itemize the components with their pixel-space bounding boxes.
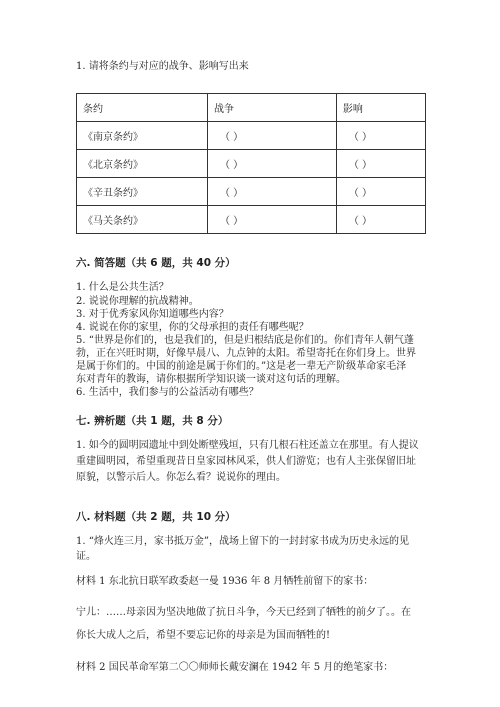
treaty-table — [76, 93, 426, 234]
treaty-name: 《南京条约》 — [77, 122, 208, 150]
war-blank[interactable]: （ ） — [207, 206, 336, 234]
treaty-name: 《马关条约》 — [77, 206, 208, 234]
question-text: 1. 什么是公共生活？ — [76, 282, 169, 293]
question-text: 3. 对于优秀家风你知道哪些内容？ — [76, 309, 229, 320]
question-text: 原貌，以警示后人。你怎么看？说说你的理由。 — [76, 472, 286, 483]
question-text: 2. 说说你理解的抗战精神。 — [76, 296, 199, 307]
effect-blank[interactable]: （ ） — [336, 122, 425, 150]
question-text: 是属于你们的。中国的前途是属于你们的。”这是老一辈无产阶级革命家毛泽 — [76, 361, 407, 372]
question-text: 1. 如今的圆明园遗址中到处断壁残垣，只有几根石柱还盖立在那里。有人提议 — [76, 440, 419, 451]
war-blank[interactable]: （ ） — [207, 178, 336, 206]
section-8-heading: 八. 材料题（共 2 题，共 10 分） — [76, 511, 236, 523]
treaty-name: 《北京条约》 — [77, 150, 208, 178]
letter-text: 你长大成人之后，希望不要忘记你的母亲是为国而牺牲的! — [76, 630, 331, 641]
letter-text: 宁儿：……母亲因为坚决地做了抗日斗争，今天已经到了牺牲的前夕了。。在 — [76, 607, 411, 618]
material-1-intro: 材料 1 东北抗日联军政委赵一曼 1936 年 8 月牺牲前留下的家书： — [76, 576, 374, 587]
war-blank[interactable]: （ ） — [207, 150, 336, 178]
effect-blank[interactable]: （ ） — [336, 150, 425, 178]
question-text: 6. 生活中，我们参与的公益活动有哪些？ — [76, 387, 259, 398]
material-2-intro: 材料 2 国民革命军第二〇〇师师长戴安澜在 1942 年 5 月的绝笔家书： — [76, 662, 394, 673]
question-text: 东对青年的教诲，请你根据所学知识谈一谈对这句话的理解。 — [76, 374, 346, 385]
header-war: 战争 — [207, 94, 336, 122]
question-text: 重建圆明园，希望重现昔日皇家园林风采，供人们游览；也有人主张保留旧址 — [76, 456, 416, 467]
question-text: 证。 — [76, 551, 96, 562]
question-1-title: 1. 请将条约与对应的战争、影响写出来 — [76, 61, 249, 72]
section-7-heading: 七. 辨析题（共 1 题，共 8 分） — [76, 415, 229, 427]
header-effect: 影响 — [336, 94, 425, 122]
effect-blank[interactable]: （ ） — [336, 206, 425, 234]
question-text: 5. “世界是你们的，也是我们的，但是归根结底是你们的。你们青年人朝气蓬 — [76, 335, 414, 346]
table-row — [77, 122, 426, 150]
question-text: 1. “烽火连三月，家书抵万金”，战场上留下的一封封家书成为历史永远的见 — [76, 536, 409, 547]
section-6-heading: 六. 简答题（共 6 题，共 40 分） — [76, 257, 236, 269]
question-text: 勃，正在兴旺时期，好像早晨八、九点钟的太阳。希望寄托在你们身上。世界 — [76, 348, 416, 359]
header-treaty: 条约 — [77, 94, 208, 122]
war-blank[interactable]: （ ） — [207, 122, 336, 150]
effect-blank[interactable]: （ ） — [336, 178, 425, 206]
treaty-name: 《辛丑条约》 — [77, 178, 208, 206]
table-header-row — [77, 94, 426, 122]
question-text: 4. 说说在你的家里，你的父母承担的责任有哪些呢？ — [76, 322, 309, 333]
table-row — [77, 206, 426, 234]
table-row — [77, 150, 426, 178]
table-row — [77, 178, 426, 206]
